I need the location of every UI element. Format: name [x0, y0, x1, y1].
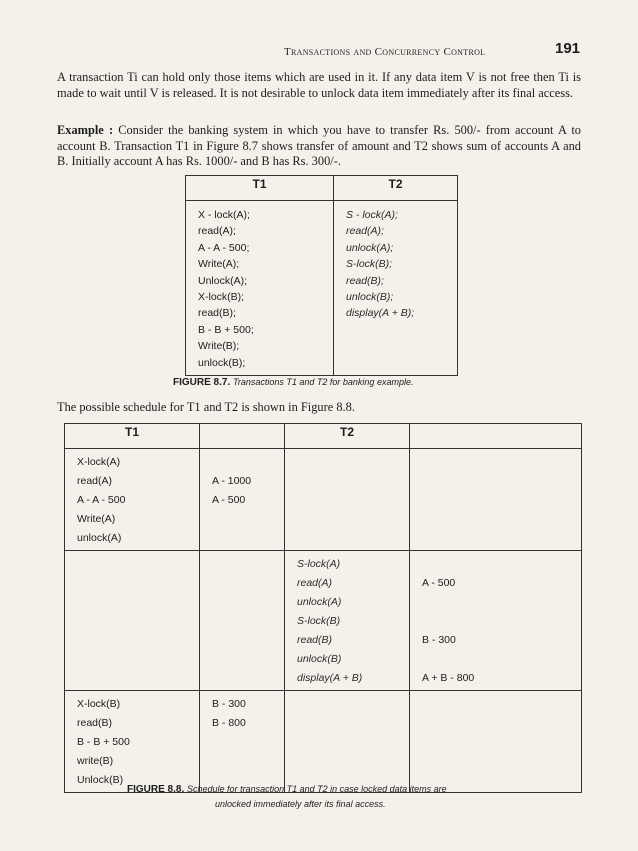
- row1-t2: [285, 449, 410, 551]
- value: B - 800: [212, 717, 246, 729]
- t2-step: unlock(B);: [346, 291, 394, 304]
- t1-op: read(B): [77, 717, 113, 729]
- header-t2: T2: [285, 424, 410, 449]
- value: A - 500: [422, 577, 456, 589]
- schedule-row-3: [65, 691, 582, 793]
- row2-t1: [65, 551, 200, 691]
- t1-step: Write(A);: [198, 258, 240, 271]
- t1-step: X - lock(A);: [198, 209, 250, 221]
- t2-column: [334, 201, 458, 376]
- t1-op: read(A): [77, 475, 113, 487]
- t1-op: X-lock(B): [77, 698, 121, 710]
- header-t2-values: [410, 424, 582, 449]
- t1-step: Unlock(A);: [198, 274, 248, 287]
- t1-column: [186, 201, 334, 376]
- t1-step: read(A);: [198, 225, 236, 238]
- t1-step: B - B + 500;: [198, 323, 254, 336]
- header-t1: T1: [186, 176, 334, 201]
- t1-op: B - B + 500: [77, 736, 130, 748]
- caption-text: Transactions T1 and T2 for banking example.: [233, 377, 414, 387]
- row1-t1: [65, 449, 200, 551]
- t1-op: Unlock(B): [77, 774, 124, 786]
- figure-8-7-caption: [173, 377, 413, 388]
- value: A - 500: [212, 494, 246, 506]
- figure-8-8-table: [64, 423, 582, 793]
- example-label: Example :: [57, 123, 114, 137]
- row3-t1: [65, 691, 200, 793]
- value: B - 300: [212, 698, 246, 710]
- running-title: Transactions and Concurrency Control: [284, 46, 486, 58]
- paragraph-1: A transaction Ti can hold only those items which are used in it. If any data item V is not free then Ti is made to wait until V is released. It is not desirable to unlock data item immediately after its final access.: [57, 70, 581, 100]
- schedule-row-2: [65, 551, 582, 691]
- t2-op: unlock(A): [297, 596, 342, 608]
- t2-step: S-lock(B);: [346, 258, 393, 271]
- t1-step: Write(B);: [198, 340, 240, 353]
- t2-step: read(A);: [346, 225, 384, 238]
- t2-step: S - lock(A);: [346, 209, 398, 221]
- caption-label: FIGURE 8.8.: [127, 784, 185, 795]
- page-number: 191: [555, 40, 581, 57]
- row3-t1-values: [200, 691, 285, 793]
- t1-op: write(B): [77, 755, 114, 767]
- t2-step: read(B);: [346, 274, 384, 287]
- t2-op: S-lock(B): [297, 615, 341, 627]
- t1-op: X-lock(A): [77, 456, 121, 468]
- t2-op: read(B): [297, 634, 333, 646]
- row2-t2: [285, 551, 410, 691]
- t2-op: S-lock(A): [297, 558, 341, 570]
- t1-step: X-lock(B);: [198, 291, 245, 304]
- row1-t2-values: [410, 449, 582, 551]
- example-text: Consider the banking system in which you have to transfer Rs. 500/- from account A to account B. Transaction T1 in Figure 8.7 shows transfer of amount and T2 shows sum of accounts A and B. Initially account A has Rs. 1000/- and B has Rs. 300/-.: [57, 123, 581, 169]
- figure-8-8-caption: [127, 782, 527, 811]
- row2-t1-values: [200, 551, 285, 691]
- header-t1: T1: [65, 424, 200, 449]
- value: B - 300: [422, 634, 456, 646]
- figure-8-7-table: [185, 175, 458, 376]
- caption-text-line-2: unlocked immediately after its final access.: [215, 799, 386, 809]
- caption-text-line-1: Schedule for transaction T1 and T2 in case locked data items are: [187, 784, 447, 794]
- header-t1-values: [200, 424, 285, 449]
- t2-step: unlock(A);: [346, 241, 394, 254]
- caption-label: FIGURE 8.7.: [173, 377, 231, 388]
- header-t2: T2: [334, 176, 458, 201]
- schedule-row-1: [65, 449, 582, 551]
- t1-step: unlock(B);: [198, 356, 246, 369]
- t1-step: A - A - 500;: [198, 241, 250, 254]
- row3-t2: [285, 691, 410, 793]
- value: A + B - 800: [422, 672, 475, 684]
- paragraph-2: [57, 123, 581, 170]
- t2-op: unlock(B): [297, 653, 342, 665]
- row2-t2-values: [410, 551, 582, 691]
- t2-op: read(A): [297, 577, 333, 589]
- row1-t1-values: [200, 449, 285, 551]
- t1-step: read(B);: [198, 307, 236, 320]
- schedule-sentence: The possible schedule for T1 and T2 is shown in Figure 8.8.: [57, 400, 355, 414]
- t2-step: display(A + B);: [346, 307, 415, 320]
- row3-t2-values: [410, 691, 582, 793]
- t1-op: unlock(A): [77, 532, 122, 544]
- value: A - 1000: [212, 475, 252, 487]
- t1-op: A - A - 500: [77, 494, 126, 506]
- t2-op: display(A + B): [297, 672, 363, 684]
- t1-op: Write(A): [77, 513, 116, 525]
